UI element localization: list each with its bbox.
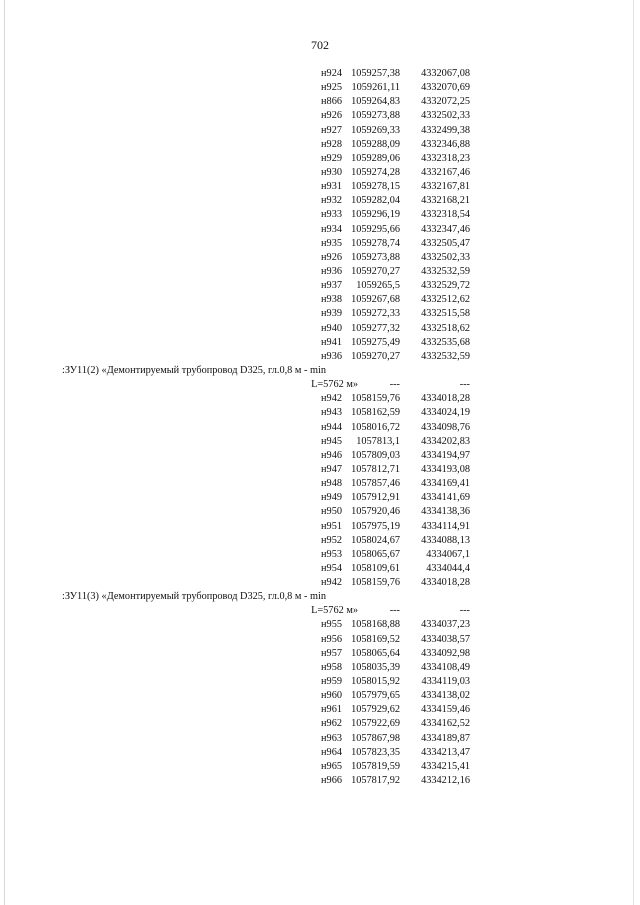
x-coordinate: 1058109,61 bbox=[351, 562, 400, 574]
table-row bbox=[0, 491, 640, 505]
y-coordinate: 4332535,68 bbox=[421, 336, 470, 348]
x-coordinate: 1057809,03 bbox=[351, 449, 400, 461]
table-row bbox=[0, 138, 640, 152]
point-id: н937 bbox=[321, 280, 342, 292]
x-coordinate: 1059270,27 bbox=[351, 350, 400, 362]
y-coordinate: 4332346,88 bbox=[421, 138, 470, 150]
y-coordinate: 4334212,16 bbox=[421, 775, 470, 787]
table-row bbox=[0, 265, 640, 279]
table-row bbox=[0, 520, 640, 534]
point-id: н930 bbox=[321, 166, 342, 178]
y-coordinate: 4332529,72 bbox=[421, 280, 470, 292]
table-row bbox=[0, 717, 640, 731]
y-coordinate: 4332318,23 bbox=[421, 152, 470, 164]
point-id: н936 bbox=[321, 350, 342, 362]
section-length: L=5762 м» bbox=[311, 605, 358, 617]
x-coordinate: 1059278,15 bbox=[351, 181, 400, 193]
y-coordinate: 4334108,49 bbox=[421, 661, 470, 673]
y-coordinate: 4332505,47 bbox=[421, 237, 470, 249]
x-coordinate: 1057912,91 bbox=[351, 492, 400, 504]
y-coordinate: 4334018,28 bbox=[421, 393, 470, 405]
y-coordinate: 4332167,81 bbox=[421, 181, 470, 193]
y-coordinate: 4334159,46 bbox=[421, 704, 470, 716]
y-coordinate: 4332502,33 bbox=[421, 251, 470, 263]
point-id: н965 bbox=[321, 760, 342, 772]
y-coordinate: 4332532,59 bbox=[421, 350, 470, 362]
point-id: н960 bbox=[321, 690, 342, 702]
x-coordinate: 1057813,1 bbox=[356, 435, 400, 447]
table-row bbox=[0, 732, 640, 746]
y-coordinate: 4334215,41 bbox=[421, 760, 470, 772]
x-coordinate: 1057922,69 bbox=[351, 718, 400, 730]
table-row bbox=[0, 746, 640, 760]
point-id: н932 bbox=[321, 195, 342, 207]
x-coordinate: 1057867,98 bbox=[351, 732, 400, 744]
dash-x: --- bbox=[389, 379, 400, 391]
table-row bbox=[0, 633, 640, 647]
table-row bbox=[0, 180, 640, 194]
y-coordinate: 4332502,33 bbox=[421, 110, 470, 122]
point-id: н927 bbox=[321, 124, 342, 136]
point-id: н955 bbox=[321, 619, 342, 631]
x-coordinate: 1059278,74 bbox=[351, 237, 400, 249]
y-coordinate: 4334141,69 bbox=[421, 492, 470, 504]
point-id: н928 bbox=[321, 138, 342, 150]
x-coordinate: 1059273,88 bbox=[351, 110, 400, 122]
y-coordinate: 4334162,52 bbox=[421, 718, 470, 730]
point-id: н931 bbox=[321, 181, 342, 193]
x-coordinate: 1058162,59 bbox=[351, 407, 400, 419]
coordinate-table bbox=[0, 67, 640, 788]
y-coordinate: 4334037,23 bbox=[421, 619, 470, 631]
y-coordinate: 4334193,08 bbox=[421, 463, 470, 475]
table-row bbox=[0, 223, 640, 237]
x-coordinate: 1059272,33 bbox=[351, 308, 400, 320]
x-coordinate: 1057857,46 bbox=[351, 478, 400, 490]
y-coordinate: 4332515,58 bbox=[421, 308, 470, 320]
y-coordinate: 4334213,47 bbox=[421, 746, 470, 758]
x-coordinate: 1059295,66 bbox=[351, 223, 400, 235]
table-row bbox=[0, 307, 640, 321]
table-row bbox=[0, 689, 640, 703]
x-coordinate: 1059270,27 bbox=[351, 265, 400, 277]
x-coordinate: 1059265,5 bbox=[356, 280, 400, 292]
x-coordinate: 1059257,38 bbox=[351, 68, 400, 79]
point-id: н936 bbox=[321, 265, 342, 277]
x-coordinate: 1058035,39 bbox=[351, 661, 400, 673]
y-coordinate: 4334098,76 bbox=[421, 421, 470, 433]
point-id: н964 bbox=[321, 746, 342, 758]
point-id: н945 bbox=[321, 435, 342, 447]
point-id: н961 bbox=[321, 704, 342, 716]
table-row bbox=[0, 449, 640, 463]
y-coordinate: 4332518,62 bbox=[421, 322, 470, 334]
x-coordinate: 1058159,76 bbox=[351, 393, 400, 405]
table-row bbox=[0, 618, 640, 632]
x-coordinate: 1057812,71 bbox=[351, 463, 400, 475]
table-row bbox=[0, 703, 640, 717]
point-id: н962 bbox=[321, 718, 342, 730]
table-row bbox=[0, 661, 640, 675]
x-coordinate: 1058168,88 bbox=[351, 619, 400, 631]
y-coordinate: 4334092,98 bbox=[421, 647, 470, 659]
point-id: н950 bbox=[321, 506, 342, 518]
y-coordinate: 4334194,97 bbox=[421, 449, 470, 461]
table-row bbox=[0, 109, 640, 123]
table-row bbox=[0, 435, 640, 449]
dash-y: --- bbox=[459, 379, 470, 391]
x-coordinate: 1058065,64 bbox=[351, 647, 400, 659]
y-coordinate: 4334088,13 bbox=[421, 534, 470, 546]
point-id: н926 bbox=[321, 251, 342, 263]
x-coordinate: 1058015,92 bbox=[351, 676, 400, 688]
point-id: н956 bbox=[321, 633, 342, 645]
y-coordinate: 4332168,21 bbox=[421, 195, 470, 207]
point-id: н959 bbox=[321, 676, 342, 688]
x-coordinate: 1058169,52 bbox=[351, 633, 400, 645]
page-number: 702 bbox=[311, 38, 329, 52]
y-coordinate: 4332512,62 bbox=[421, 294, 470, 306]
table-row bbox=[0, 251, 640, 265]
y-coordinate: 4334024,19 bbox=[421, 407, 470, 419]
point-id: н951 bbox=[321, 520, 342, 532]
y-coordinate: 4334189,87 bbox=[421, 732, 470, 744]
x-coordinate: 1058024,67 bbox=[351, 534, 400, 546]
x-coordinate: 1057929,62 bbox=[351, 704, 400, 716]
table-row bbox=[0, 279, 640, 293]
dash-x: --- bbox=[389, 605, 400, 617]
table-row bbox=[0, 336, 640, 350]
table-row bbox=[0, 534, 640, 548]
table-row bbox=[0, 350, 640, 364]
table-row bbox=[0, 562, 640, 576]
point-id: н924 bbox=[321, 68, 342, 79]
y-coordinate: 4334038,57 bbox=[421, 633, 470, 645]
table-row bbox=[0, 152, 640, 166]
table-row bbox=[0, 237, 640, 251]
table-row bbox=[0, 194, 640, 208]
point-id: н942 bbox=[321, 393, 342, 405]
point-id: н966 bbox=[321, 775, 342, 787]
point-id: н947 bbox=[321, 463, 342, 475]
x-coordinate: 1059274,28 bbox=[351, 166, 400, 178]
point-id: н954 bbox=[321, 562, 342, 574]
y-coordinate: 4332318,54 bbox=[421, 209, 470, 221]
x-coordinate: 1059289,06 bbox=[351, 152, 400, 164]
point-id: н944 bbox=[321, 421, 342, 433]
x-coordinate: 1059296,19 bbox=[351, 209, 400, 221]
point-id: н946 bbox=[321, 449, 342, 461]
point-id: н943 bbox=[321, 407, 342, 419]
table-row bbox=[0, 124, 640, 138]
table-row bbox=[0, 392, 640, 406]
point-id: н925 bbox=[321, 82, 342, 94]
y-coordinate: 4332070,69 bbox=[421, 82, 470, 94]
y-coordinate: 4332532,59 bbox=[421, 265, 470, 277]
x-coordinate: 1059267,68 bbox=[351, 294, 400, 306]
x-coordinate: 1059273,88 bbox=[351, 251, 400, 263]
table-row bbox=[0, 505, 640, 519]
point-id: н866 bbox=[321, 96, 342, 108]
x-coordinate: 1057817,92 bbox=[351, 775, 400, 787]
x-coordinate: 1057819,59 bbox=[351, 760, 400, 772]
point-id: н940 bbox=[321, 322, 342, 334]
x-coordinate: 1059277,32 bbox=[351, 322, 400, 334]
point-id: н958 bbox=[321, 661, 342, 673]
x-coordinate: 1057979,65 bbox=[351, 690, 400, 702]
y-coordinate: 4334138,02 bbox=[421, 690, 470, 702]
point-id: н933 bbox=[321, 209, 342, 221]
y-coordinate: 4332347,46 bbox=[421, 223, 470, 235]
point-id: н953 bbox=[321, 548, 342, 560]
section-length: L=5762 м» bbox=[311, 379, 358, 391]
point-id: н929 bbox=[321, 152, 342, 164]
x-coordinate: 1058159,76 bbox=[351, 577, 400, 589]
section-title-continuation bbox=[0, 378, 640, 392]
table-row bbox=[0, 67, 640, 81]
y-coordinate: 4334119,03 bbox=[421, 676, 470, 688]
point-id: н938 bbox=[321, 294, 342, 306]
table-row bbox=[0, 166, 640, 180]
x-coordinate: 1058016,72 bbox=[351, 421, 400, 433]
table-row bbox=[0, 774, 640, 788]
table-row bbox=[0, 406, 640, 420]
y-coordinate: 4334202,83 bbox=[421, 435, 470, 447]
x-coordinate: 1057823,35 bbox=[351, 746, 400, 758]
x-coordinate: 1057920,46 bbox=[351, 506, 400, 518]
point-id: н934 bbox=[321, 223, 342, 235]
x-coordinate: 1059282,04 bbox=[351, 195, 400, 207]
y-coordinate: 4332167,46 bbox=[421, 166, 470, 178]
y-coordinate: 4334138,36 bbox=[421, 506, 470, 518]
y-coordinate: 4332499,38 bbox=[421, 124, 470, 136]
point-id: н926 bbox=[321, 110, 342, 122]
y-coordinate: 4334114,91 bbox=[421, 520, 470, 532]
point-id: н963 bbox=[321, 732, 342, 744]
x-coordinate: 1059288,09 bbox=[351, 138, 400, 150]
y-coordinate: 4334018,28 bbox=[421, 577, 470, 589]
table-row bbox=[0, 675, 640, 689]
x-coordinate: 1059261,11 bbox=[351, 82, 400, 94]
y-coordinate: 4332067,08 bbox=[421, 68, 470, 79]
x-coordinate: 1057975,19 bbox=[351, 520, 400, 532]
section-title: :ЗУ11(3) «Демонтируемый трубопровод D325, гл.0,8 м - min bbox=[62, 591, 327, 603]
section-title-continuation bbox=[0, 604, 640, 618]
section-title: :ЗУ11(2) «Демонтируемый трубопровод D325, гл.0,8 м - min bbox=[62, 364, 327, 376]
point-id: н941 bbox=[321, 336, 342, 348]
point-id: н942 bbox=[321, 577, 342, 589]
y-coordinate: 4334044,4 bbox=[426, 562, 470, 574]
y-coordinate: 4334169,41 bbox=[421, 478, 470, 490]
point-id: н935 bbox=[321, 237, 342, 249]
table-row bbox=[0, 647, 640, 661]
point-id: н952 bbox=[321, 534, 342, 546]
x-coordinate: 1059275,49 bbox=[351, 336, 400, 348]
y-coordinate: 4332072,25 bbox=[421, 96, 470, 108]
table-row bbox=[0, 477, 640, 491]
table-row bbox=[0, 322, 640, 336]
table-row bbox=[0, 463, 640, 477]
point-id: н957 bbox=[321, 647, 342, 659]
table-row bbox=[0, 293, 640, 307]
point-id: н949 bbox=[321, 492, 342, 504]
y-coordinate: 4334067,1 bbox=[426, 548, 470, 560]
table-row bbox=[0, 576, 640, 590]
table-row bbox=[0, 95, 640, 109]
table-row bbox=[0, 208, 640, 222]
table-row bbox=[0, 421, 640, 435]
x-coordinate: 1059269,33 bbox=[351, 124, 400, 136]
x-coordinate: 1059264,83 bbox=[351, 96, 400, 108]
dash-y: --- bbox=[459, 605, 470, 617]
x-coordinate: 1058065,67 bbox=[351, 548, 400, 560]
point-id: н948 bbox=[321, 478, 342, 490]
table-row bbox=[0, 81, 640, 95]
point-id: н939 bbox=[321, 308, 342, 320]
table-row bbox=[0, 760, 640, 774]
table-row bbox=[0, 548, 640, 562]
